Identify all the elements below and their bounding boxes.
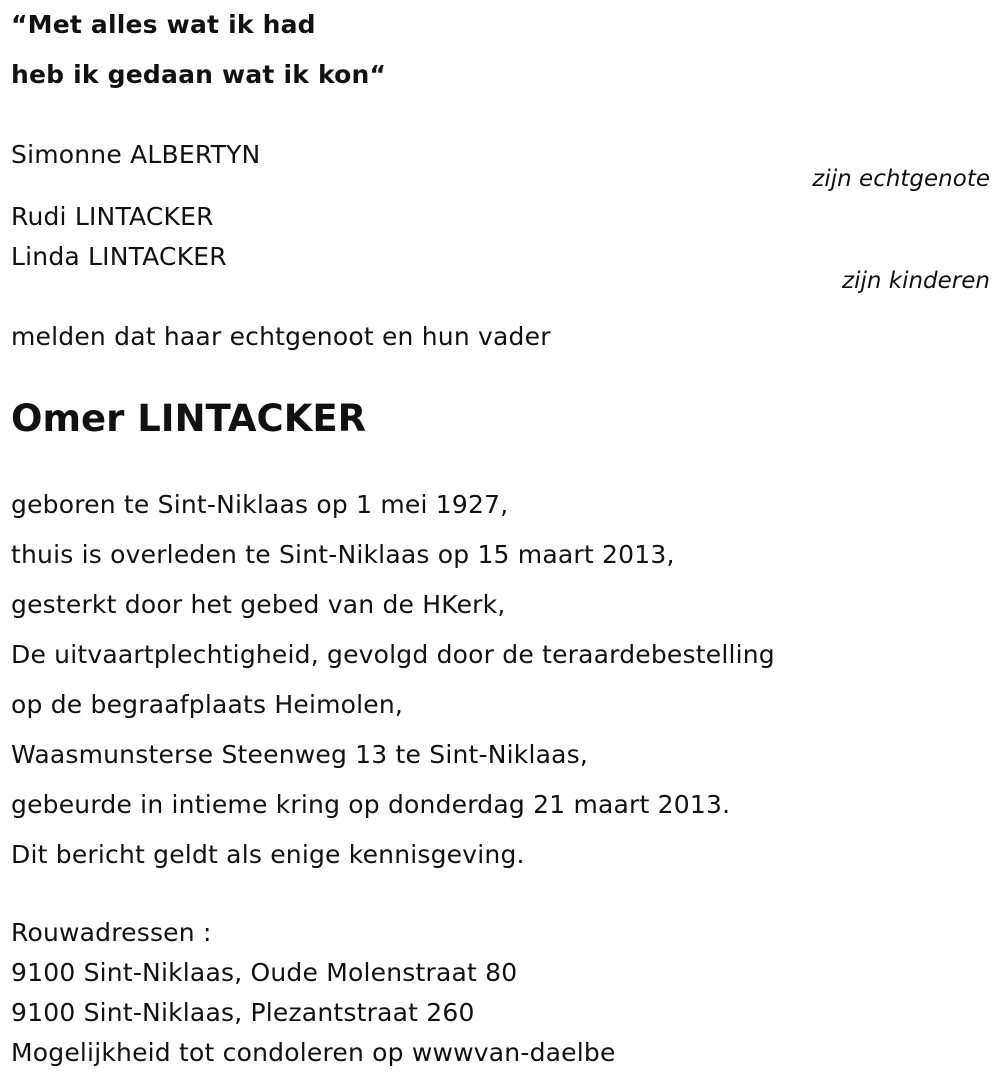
spouse-name: Simonne ALBERTYN xyxy=(11,140,261,169)
deceased-name: Omer LINTACKER xyxy=(11,397,367,440)
body-line: gebeurde in intieme kring op donderdag 21 maart 2013. xyxy=(11,790,731,819)
announcement-text: melden dat haar echtgenoot en hun vader xyxy=(11,322,551,351)
body-line: Dit bericht geldt als enige kennisgeving. xyxy=(11,840,525,869)
body-line: geboren te Sint-Niklaas op 1 mei 1927, xyxy=(11,490,509,519)
body-line: Waasmunsterse Steenweg 13 te Sint-Niklaas, xyxy=(11,740,589,769)
child-name-1: Rudi LINTACKER xyxy=(11,202,214,231)
child-name-2: Linda LINTACKER xyxy=(11,242,227,271)
addresses-heading: Rouwadressen : xyxy=(11,918,212,947)
quote-line-1: “Met alles wat ik had xyxy=(11,10,316,39)
address-line-2: 9100 Sint-Niklaas, Plezantstraat 260 xyxy=(11,998,475,1027)
children-relation: zijn kinderen xyxy=(842,268,990,294)
address-line-1: 9100 Sint-Niklaas, Oude Molenstraat 80 xyxy=(11,958,518,987)
quote-line-2: heb ik gedaan wat ik kon“ xyxy=(11,60,387,89)
body-line: gesterkt door het gebed van de HKerk, xyxy=(11,590,506,619)
body-line: thuis is overleden te Sint-Niklaas op 15 maart 2013, xyxy=(11,540,675,569)
body-line: op de begraafplaats Heimolen, xyxy=(11,690,404,719)
spouse-relation: zijn echtgenote xyxy=(812,166,990,192)
body-line: De uitvaartplechtigheid, gevolgd door de teraardebestelling xyxy=(11,640,775,669)
condolence-line: Mogelijkheid tot condoleren op wwwvan-daelbe xyxy=(11,1038,616,1067)
